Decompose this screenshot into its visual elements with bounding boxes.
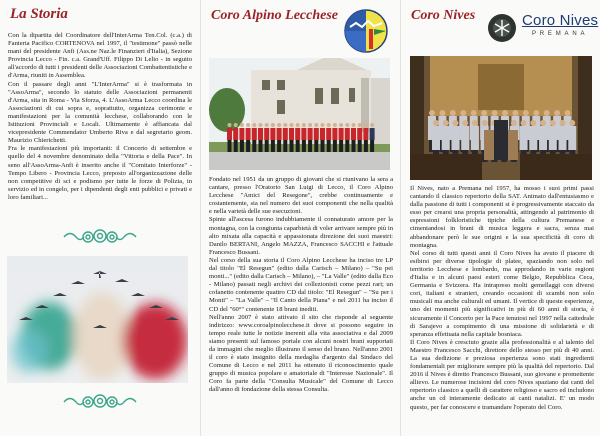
singer: [451, 126, 459, 150]
singer: [461, 126, 469, 150]
singer: [370, 128, 375, 140]
singer: [442, 126, 450, 150]
storia-text: [8, 32, 192, 202]
section-title: Coro Nives: [411, 8, 476, 23]
section-title: Coro Alpino Lecchese: [211, 8, 339, 23]
singer: [520, 126, 528, 150]
singer: [529, 126, 537, 150]
paragraph: Il Coro Nives è cresciuto grazie alla professionalità e al talento del Maestro Francesco Sacchi, direttore dello stesso per più di 40 anni. La sua dedizione e preziosa esperienza sono stati ingredienti fondamentali per migliorare sempre più la qualità del repertorio. Dal 2016 il Nives è diretto Francesco Bussani, suo giovane e promettente allievo. Le numerose incisioni del coro Nives spaziano dai canti del repertorio classico a quelli di carattere religioso e sacro ed includono anche un cd interamente dedicato ai canti natalizi. E' un modo questo, per far conoscere e tramandare l'operato del Coro.: [410, 338, 594, 411]
panel-la-storia: [0, 0, 200, 436]
singer: [351, 128, 356, 140]
singer: [295, 128, 300, 140]
singer: [314, 128, 319, 140]
section-title: La Storia: [10, 6, 68, 22]
singer: [339, 128, 344, 140]
frecce-tricolori-photo: [7, 256, 188, 383]
singer: [363, 128, 368, 140]
singer: [326, 128, 331, 140]
singer: [432, 126, 440, 150]
paragraph: Nel corso della sua storia il Coro Alpino Lecchese ha inciso tre LP dal titolo "El Resegun" (edito dalla Carisch – Milano) – "Su pei monti..." (edito dalla Carisch – Milano), – "La Valle" (edito dalla Eco - Milano) passati negli archivi dei collezionisti come pezzi rari; un cofanetto contenente quattro CD dal titolo: "El Resegun" – "Su per i Monti" – "La Valle" – "Il Canto della Piana" e nel 2011 ha inciso il CD del "60°" contenente 18 brani inediti.: [209, 256, 393, 313]
paragraph: Spinte all'ascesa furono indubbiamente il connaturato amore per la montagna, con la congiunta caparbietà di voler arrivare sempre più in alto mixata alla capacità e appassionata direzione dei suoi maestri: Danilo BERTANI, Angelo MAZZA, Francesco SACCHI e l'attuale Francesco Bussani.: [209, 216, 393, 256]
choir-building-photo: [209, 58, 390, 170]
singer: [246, 128, 251, 140]
nives-text: [410, 185, 594, 412]
alpino-text: [209, 176, 393, 395]
singer: [258, 128, 263, 140]
singer: [239, 128, 244, 140]
paragraph: Nel corso di tutti questi anni il Coro Nives ha avuto il piacere di esibirsi per diverse tipologie di platee, spaziando non solo nel territorio Lecchese e lombardo, ma approdando in varie regioni d'Italia e in alcuni paesi esteri come Belgio, Repubblica Ceca, Germania e Svizzera. Ha intrapreso molti gemellaggi con diversi cori, italiani e stranieri, creando occasioni di scambi non solo musicali ma anche culturali ed umani. Il vertice di queste esperienze, uno dei momenti più significativi in più di 60 anni di storia, è sicuramente il Concerto per la Pace tenutosi nel 1997 nella cattedrale di Sarajevo a compimento di una missione di solidarietà e di speranza effettuata nella capitale bosniaca.: [410, 249, 594, 338]
singer: [227, 128, 232, 140]
coro-nives-logo-name: Coro Nives: [522, 12, 599, 29]
ornament-top-icon: [62, 228, 138, 246]
ornament-bottom-icon: [62, 393, 138, 411]
singer: [289, 128, 294, 140]
snowflake-logo-icon: [487, 13, 517, 43]
coro-nives-logo-subtitle: PREMANA: [532, 31, 589, 37]
panel-coro-nives: [400, 0, 600, 436]
paragraph: Fra le manifestazioni più importanti: il Concerto di settembre e quello del 4 novembre denominato della "Vittoria e della Pace". In seno all'AssoArma-Anfi è inserito anche il "Comitato Interforze" - Tempo Libero - Provincia Lecco, preposto all'organizzazione delle non competitive di sci e podismo per tutte le forze di Polizia, in servizio ed in congelo, per i dipendenti degli enti pubblici e privati e loro familiari...: [8, 145, 192, 201]
singer: [471, 126, 479, 150]
singer: [277, 128, 282, 140]
choir-church-photo: [410, 56, 592, 180]
singer: [264, 128, 269, 140]
singer: [233, 128, 238, 140]
singer: [345, 128, 350, 140]
singer: [252, 128, 257, 140]
singer: [320, 128, 325, 140]
panel-coro-alpino-lecchese: [200, 0, 400, 436]
singer: [332, 128, 337, 140]
coro-alpino-logo-icon: [344, 9, 388, 53]
singer: [539, 126, 547, 150]
singer: [559, 126, 567, 150]
singer: [568, 126, 576, 150]
singer: [270, 128, 275, 140]
singer: [357, 128, 362, 140]
paragraph: Fondato nel 1951 da un gruppo di giovani che si riunivano la sera a cantare, presso l'Oratorio San Luigi di Lecco, il Coro Alpino Lecchese "Amici del Resegone", crebbe continuamente e costantemente, sia nel numero dei suoi componenti che nella qualità e nella varietà delle sue esecuzioni.: [209, 176, 393, 216]
paragraph: Con la dipartita del Coordinatore dell'InterArma Ten.Col. (c.a.) di Fanteria Pacifico CORTENOVA nel 1997, il "testimone" passò nelle mani del presidente Anfi (Ass.ne Naz.le Finanzieri d'Italia), Sezione Provincia Lecco - Fin. c.a. Grand'Uff. Filippo Di Lelio - in seguito all'accordo di tutti i presidenti delle Associazioni Combattentistiche e d'Arma, riuniti in Assemblea.: [8, 32, 192, 80]
singer: [308, 128, 313, 140]
singer: [283, 128, 288, 140]
singer: [301, 128, 306, 140]
paragraph: Con il passare degli anni "L'InterArma" si è trasformata in "AssoArma", secondo lo statuto delle Associazioni permanenti d'Arma, sita in Roma - Via Sforza, 4. L'AssoArma Lecco coordina le Associazioni di cui sopra e, soprattutto, organizza cerimonie e manifestazioni per la comunità lecchese, collaborando con le Istituzioni Provinciali e Locali. Ultimamente è affiancata dal vicepresidente Commendator Umberto Riva e dal segretario geom. Maurizio Chierichetti.: [8, 80, 192, 145]
singer: [549, 126, 557, 150]
paragraph: Il Nives, nato a Premana nel 1957, ha mosso i suoi primi passi cantando il classico repertorio della SAT. Animato dall'entusiasmo e dalla passione di tutti i componenti si è progressivamente staccato da esso per crearsi una propria personalità, attingendo al patrimonio di espressioni folkloristiche tipiche della cultura Premanese e cimentandosi in brani di musica leggera e sacra, senza mai abbandonare però le sue origini e la sua specificità di coro di montagna.: [410, 185, 594, 249]
paragraph: Nell'anno 2007 è stato attivato il sito che risponde al seguente indirizzo: www.coroalpinolecchese.it dove si possono seguire in tempo reale tutte le notizie inerenti alla vita associativa e dal 2009 siamo presenti sul famoso portale con alcuni nostri brani supportati da immagini che meglio illustrano il senso del brano. Nell'anno 2001 il coro è stato insignito della medaglia d'argento dal Sindaco del Comune di Lecco e nel 2011 ha ottenuto il riconoscimento quale gruppo di musica popolare e amatoriale di "Interesse Nazionale". Il Coro fa parte della "Consulta Musicale" del Comune di Lecco dall'anno di fondazione della stessa Consulta.: [209, 313, 393, 394]
